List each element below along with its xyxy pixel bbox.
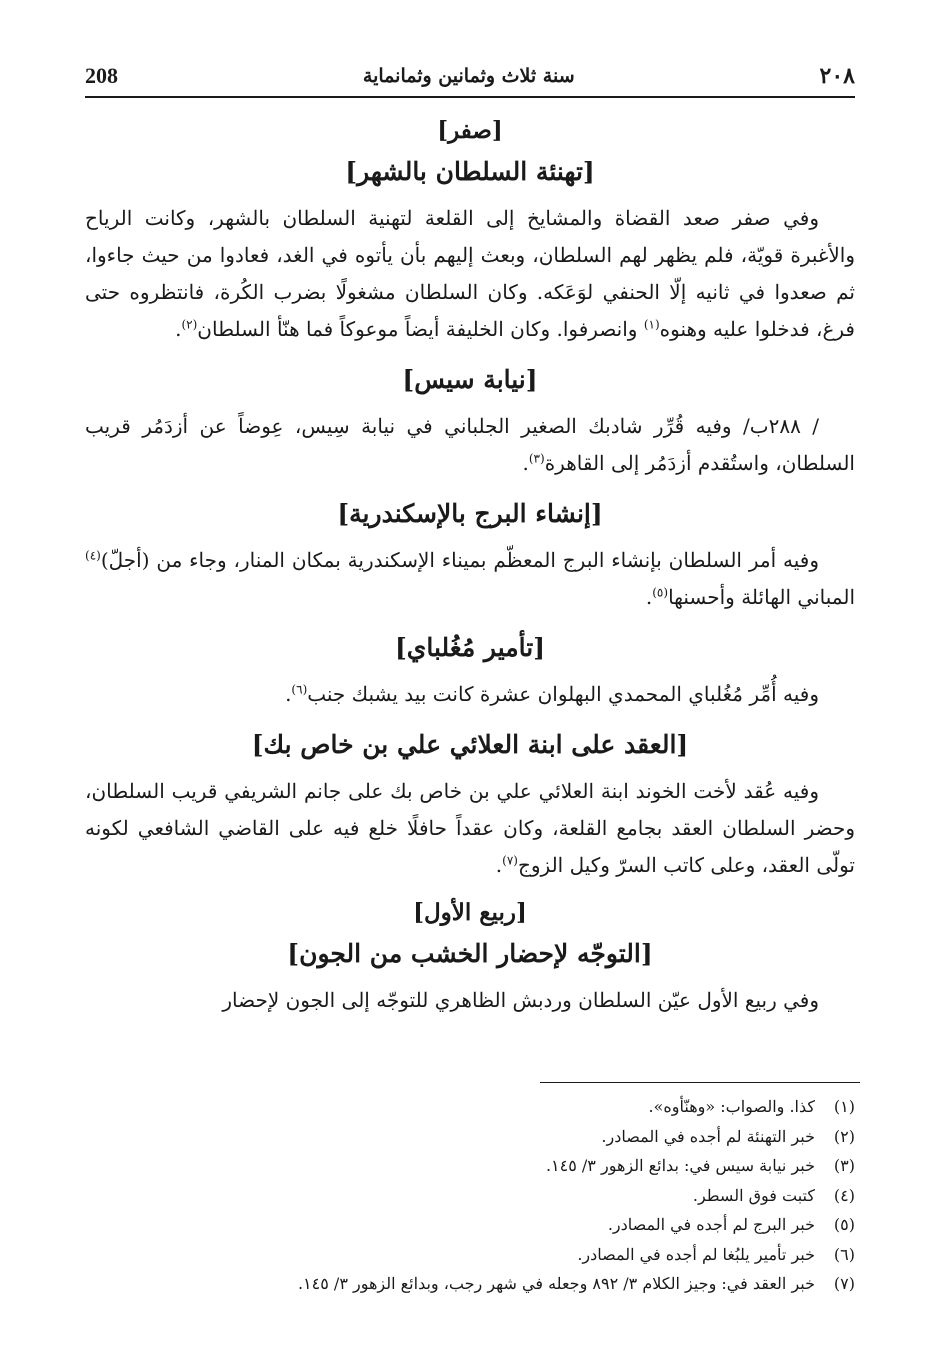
main-text — [85, 108, 855, 1019]
footnote-item — [85, 1151, 855, 1181]
footnote-ref-4: (٤) — [85, 548, 101, 563]
paragraph-marriage-contract: وفيه عُقد لأخت الخوند ابنة العلائي علي بن خاص بك على جانم الشريفي قريب السلطان، وحضر السلطان العقد بجامع القلعة، وكان عقداً حافلًا خلع فيه على القاضي الشافعي لكونه تولّى العقد، وعلى كاتب السرّ وكيل الزوج$^{(٧)}$. — [85, 779, 855, 877]
footnote-text: خبر تأمير يلبُغا لم أجده في المصادر. — [577, 1244, 815, 1264]
footnote-number: (١) — [833, 1097, 855, 1116]
page-number-latin: 208 — [85, 63, 118, 88]
paragraph-sis-governorship: / ٢٨٨ب/ وفيه قُرِّر شادبك الصغير الجلباني في نيابة سِيس، عِوضاً عن أزدَمُر قريب السلطان، واستُقدم أزدَمُر إلى القاهرة$^{(٣)}$. — [85, 414, 855, 475]
footnote-ref-1: (١) — [643, 317, 660, 332]
page-number-arabic: ٢٠٨ — [819, 63, 855, 89]
section-heading-mughulbay-emirate: [تأمير مُغُلباي] — [394, 633, 546, 662]
footnote-text: كذا. والصواب: «وهنّأوه». — [648, 1097, 815, 1116]
footnote-item — [85, 1240, 855, 1270]
footnote-ref-6: (٦) — [291, 682, 308, 697]
footnote-number: (٤) — [833, 1185, 855, 1205]
footnote-ref-2: (٢) — [181, 317, 198, 332]
section-heading-timber-expedition: [التوجّه لإحضار الخشب من الجون] — [287, 939, 653, 968]
page-header — [85, 58, 855, 94]
footnote-item — [85, 1181, 855, 1211]
footnote-number: (٣) — [833, 1156, 855, 1175]
section-heading-sis-governorship: [نيابة سيس] — [402, 365, 538, 394]
paragraph-sultan-congratulation: وفي صفر صعد القضاة والمشايخ إلى القلعة لتهنية السلطان بالشهر، وكانت الرياح والأغبرة قويّة، فلم يظهر لهم السلطان، وبعث إليهم بأن يأتوه في الغد، فعادوا من حيث جاءوا، ثم صعدوا في ثانيه إلّا الحنفي لوَعَكه. وكان السلطان مشغولًا بضرب الكُرة، فانتظروه حتى فرغ، فدخلوا عليه وهنوه$^{(١)}$ وانصرفوا. وكان الخليفة أيضاً موعوكاً فما هنّأ السلطان$^{(٢)}$. — [85, 206, 855, 341]
footnote-item — [85, 1210, 855, 1240]
month-heading-safar: [صفر] — [437, 117, 503, 144]
section-heading-sultan-congratulation: [تهنئة السلطان بالشهر] — [345, 157, 595, 186]
month-heading-rabi-al-awwal: [ربيع الأول] — [413, 899, 527, 926]
paragraph-timber-expedition: وفي ربيع الأول عيّن السلطان وردبش الظاهري للتوجّه إلى الجون لإحضار — [222, 988, 819, 1012]
footnote-number: (٦) — [833, 1244, 855, 1264]
footnote-ref-3: (٣) — [528, 451, 545, 466]
paragraph-mughulbay-emirate: وفيه أُمِّر مُغُلباي المحمدي البهلوان عشرة كانت بيد يشبك جنب$^{(٦)}$. — [285, 682, 819, 706]
paragraph-alexandria-tower: وفيه أمر السلطان بإنشاء البرج المعظّم بميناء الإسكندرية بمكان المنار، وجاء من (أجلّ)$^{(٤)}$ المباني الهائلة وأحسنها$^{(٥)}$. — [85, 548, 855, 609]
section-heading-marriage-contract: [العقد على ابنة العلائي علي بن خاص بك] — [251, 730, 689, 759]
running-title: سنة ثلاث وثمانين وثمانماية — [362, 65, 575, 87]
footnote-text: خبر العقد في: وجيز الكلام ٣/ ٨٩٢ وجعله في شهر رجب، وبدائع الزهور ٣/ ١٤٥. — [297, 1274, 815, 1293]
footnote-text: خبر التهنئة لم أجده في المصادر. — [601, 1126, 815, 1146]
footnote-text: خبر نيابة سيس في: بدائع الزهور ٣/ ١٤٥. — [545, 1156, 815, 1175]
footnote-rule — [540, 1082, 860, 1083]
footnote-number: (٢) — [833, 1126, 855, 1146]
footnote-number: (٥) — [833, 1215, 855, 1234]
footnotes-list — [85, 1092, 855, 1299]
section-heading-alexandria-tower: [إنشاء البرج بالإسكندرية] — [337, 499, 603, 528]
header-rule — [85, 96, 855, 98]
footnote-text: خبر البرج لم أجده في المصادر. — [607, 1215, 815, 1234]
footnote-ref-5: (٥) — [652, 585, 669, 600]
footnote-item — [85, 1092, 855, 1122]
footnote-item — [85, 1122, 855, 1152]
footnote-ref-7: (٧) — [502, 853, 518, 868]
footnote-number: (٧) — [833, 1274, 855, 1293]
footnote-text: كتبت فوق السطر. — [692, 1185, 815, 1205]
footnote-item — [85, 1269, 855, 1299]
